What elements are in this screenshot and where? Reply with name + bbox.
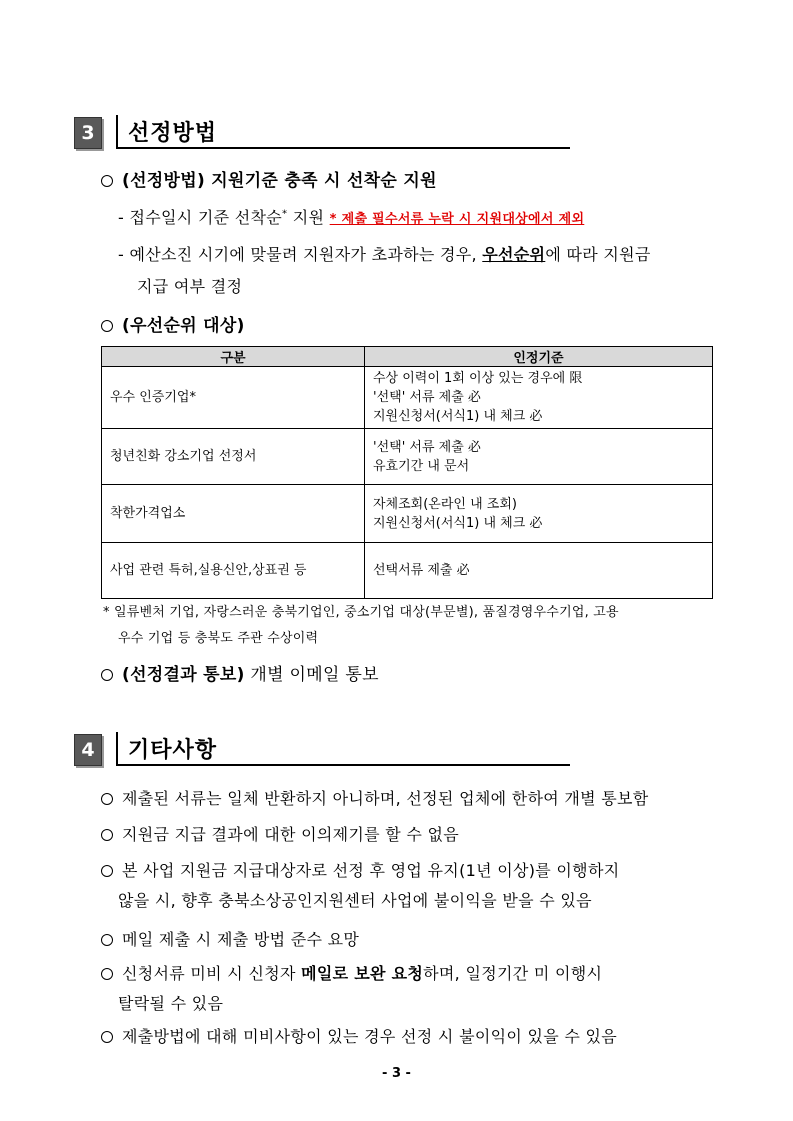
item-emphasis: 메일로 보완 요청 <box>301 964 424 983</box>
section-divider-bar <box>116 732 118 764</box>
item-text: 제출방법에 대해 미비사항이 있는 경우 선정 시 불이익이 있을 수 있음 <box>122 1027 618 1046</box>
sub1-prefix: - 접수일시 기준 선착순 <box>118 208 283 227</box>
section-underline <box>116 147 570 149</box>
method-text: 지원기준 충족 시 선착순 지원 <box>205 171 437 191</box>
list-item-cont: 않을 시, 향후 충북소상공인지원센터 사업에 불이익을 받을 수 있음 <box>118 891 592 910</box>
item-text: 하며, 일정기간 미 이행시 <box>423 964 603 983</box>
item-text: 본 사업 지원금 지급대상자로 선정 후 영업 유지(1년 이상)를 이행하지 <box>122 861 620 880</box>
method-item <box>101 166 437 191</box>
criteria-line: 지원신청서(서식1) 내 체크 必 <box>373 515 543 531</box>
criteria-cell <box>365 429 713 485</box>
list-item <box>101 1024 617 1047</box>
bullet-circle-icon <box>101 968 113 980</box>
section-underline <box>116 764 570 766</box>
sub-item-2 <box>118 242 651 265</box>
criteria-line: '선택' 서류 제출 必 <box>373 390 481 405</box>
table-header: 구분 <box>102 347 365 367</box>
sub-item-1 <box>118 205 584 228</box>
bullet-circle-icon <box>101 669 113 681</box>
bullet-circle-icon <box>101 320 113 332</box>
section-title: 선정방법 <box>128 121 218 146</box>
priority-heading: (우선순위 대상) <box>122 316 245 336</box>
list-item <box>101 786 649 809</box>
priority-emphasis: 우선순위 <box>482 245 546 264</box>
criteria-cell <box>365 485 713 543</box>
priority-criteria-table <box>101 346 713 599</box>
sub2-prefix: - 예산소진 시기에 맞물려 지원자가 초과하는 경우, <box>118 245 483 264</box>
criteria-cell <box>365 367 713 429</box>
list-item <box>101 822 459 845</box>
criteria-line: 지원신청서(서식1) 내 체크 必 <box>373 409 543 424</box>
result-heading: (선정결과 통보) <box>122 665 245 685</box>
criteria-line: 선택서류 제출 必 <box>373 563 470 578</box>
bullet-circle-icon <box>101 793 113 805</box>
criteria-line: 수상 이력이 1회 이상 있는 경우에 限 <box>373 371 583 386</box>
list-item-cont: 탈락될 수 있음 <box>118 994 224 1013</box>
bullet-circle-icon <box>101 175 113 187</box>
bullet-circle-icon <box>101 829 113 841</box>
list-item <box>101 961 602 984</box>
item-text: 제출된 서류는 일체 반환하지 아니하며, 선정된 업체에 한하여 개별 통보함 <box>122 789 649 808</box>
criteria-cell <box>365 543 713 599</box>
method-heading: (선정방법) <box>122 171 206 191</box>
sub2-suffix: 에 따라 지원금 <box>545 245 651 264</box>
bullet-circle-icon <box>101 865 113 877</box>
criteria-line: 유효기간 내 문서 <box>373 458 470 474</box>
table-row <box>102 429 713 485</box>
footnote-line-1: * 일류벤처 기업, 자랑스러운 충북기업인, 중소기업 대상(부문별), 품질경영우수기업, 고용 <box>103 605 619 620</box>
result-text: 개별 이메일 통보 <box>244 665 379 685</box>
criteria-line: 자체조회(온라인 내 조회) <box>373 496 517 512</box>
criteria-line: '선택' 서류 제출 必 <box>373 439 481 455</box>
section-divider-bar <box>116 115 118 147</box>
sub1-star: * <box>282 208 288 220</box>
item-text: 신청서류 미비 시 신청자 <box>122 964 302 983</box>
section-number-badge: 4 <box>74 734 102 766</box>
table-row <box>102 485 713 543</box>
table-row <box>102 367 713 429</box>
table-header-row <box>102 347 713 367</box>
list-item <box>101 927 359 950</box>
sub-item-2-cont: 지급 여부 결정 <box>137 277 243 296</box>
section-title: 기타사항 <box>128 738 218 763</box>
list-item <box>101 858 619 881</box>
category-cell: 사업 관련 특허,실용신안,상표권 등 <box>102 543 365 599</box>
page-number: - 3 - <box>382 1066 411 1081</box>
category-cell: 청년친화 강소기업 선정서 <box>102 429 365 485</box>
priority-item <box>101 311 245 336</box>
category-cell: 착한가격업소 <box>102 485 365 543</box>
table-header: 인정기준 <box>365 347 713 367</box>
item-text: 메일 제출 시 제출 방법 준수 요망 <box>122 930 360 949</box>
table-row <box>102 543 713 599</box>
result-item <box>101 660 379 685</box>
sub1-suffix: 지원 <box>287 208 330 227</box>
section-number-badge: 3 <box>74 117 102 149</box>
bullet-circle-icon <box>101 934 113 946</box>
category-cell: 우수 인증기업* <box>102 367 365 429</box>
bullet-circle-icon <box>101 1031 113 1043</box>
footnote-line-2: 우수 기업 등 충북도 주관 수상이력 <box>118 631 319 646</box>
required-docs-warning: * 제출 필수서류 누락 시 지원대상에서 제외 <box>329 212 585 227</box>
item-text: 지원금 지급 결과에 대한 이의제기를 할 수 없음 <box>122 825 460 844</box>
